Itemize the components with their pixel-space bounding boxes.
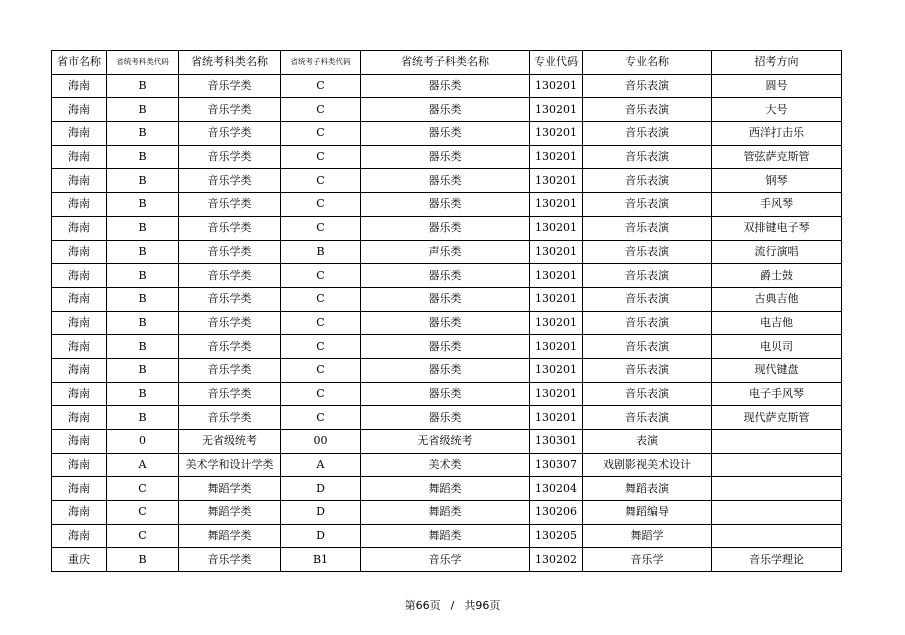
- cell-major-code: 130201: [530, 74, 583, 98]
- table-row: [52, 193, 842, 217]
- cell-subcategory-name: 无省级统考: [361, 430, 530, 454]
- cell-category-code: B: [107, 311, 179, 335]
- header-row: [52, 51, 842, 75]
- cell-major-code: 130201: [530, 98, 583, 122]
- cell-category-name: 音乐学类: [179, 311, 281, 335]
- table-row: [52, 264, 842, 288]
- cell-major-code: 130201: [530, 358, 583, 382]
- cell-subcategory-code: C: [281, 193, 361, 217]
- cell-major-code: 130201: [530, 240, 583, 264]
- cell-category-code: B: [107, 358, 179, 382]
- cell-category-code: B: [107, 287, 179, 311]
- cell-category-name: 音乐学类: [179, 240, 281, 264]
- header-subcategory-name: 省统考子科类名称: [361, 51, 530, 75]
- cell-subcategory-code: C: [281, 74, 361, 98]
- cell-province: 海南: [52, 122, 107, 146]
- cell-subcategory-name: 器乐类: [361, 311, 530, 335]
- cell-major-code: 130201: [530, 382, 583, 406]
- table-row: [52, 74, 842, 98]
- table-row: [52, 524, 842, 548]
- cell-major-code: 130201: [530, 145, 583, 169]
- cell-category-name: 美术学和设计学类: [179, 453, 281, 477]
- table-row: [52, 382, 842, 406]
- cell-province: 海南: [52, 382, 107, 406]
- cell-category-code: C: [107, 477, 179, 501]
- cell-major-code: 130201: [530, 122, 583, 146]
- cell-subcategory-name: 舞蹈类: [361, 477, 530, 501]
- cell-province: 海南: [52, 477, 107, 501]
- cell-category-code: B: [107, 74, 179, 98]
- cell-direction: 现代键盘: [712, 358, 842, 382]
- cell-major-name: 舞蹈表演: [583, 477, 712, 501]
- table-row: [52, 548, 842, 572]
- cell-direction: 西洋打击乐: [712, 122, 842, 146]
- cell-subcategory-code: C: [281, 382, 361, 406]
- cell-subcategory-name: 器乐类: [361, 98, 530, 122]
- cell-province: 海南: [52, 287, 107, 311]
- cell-province: 海南: [52, 264, 107, 288]
- cell-subcategory-code: C: [281, 287, 361, 311]
- cell-category-name: 音乐学类: [179, 122, 281, 146]
- header-direction: 招考方向: [712, 51, 842, 75]
- cell-subcategory-code: D: [281, 501, 361, 525]
- table-row: [52, 477, 842, 501]
- table-row: [52, 287, 842, 311]
- cell-category-name: 音乐学类: [179, 145, 281, 169]
- cell-province: 海南: [52, 74, 107, 98]
- cell-province: 海南: [52, 335, 107, 359]
- cell-subcategory-code: C: [281, 145, 361, 169]
- cell-category-code: B: [107, 98, 179, 122]
- cell-category-code: B: [107, 169, 179, 193]
- cell-direction: 流行演唱: [712, 240, 842, 264]
- cell-subcategory-code: D: [281, 524, 361, 548]
- table-row: [52, 122, 842, 146]
- cell-direction: 音乐学理论: [712, 548, 842, 572]
- cell-subcategory-code: A: [281, 453, 361, 477]
- cell-major-code: 130201: [530, 406, 583, 430]
- cell-category-name: 音乐学类: [179, 193, 281, 217]
- cell-province: 海南: [52, 169, 107, 193]
- table-row: [52, 430, 842, 454]
- cell-direction: 钢琴: [712, 169, 842, 193]
- cell-subcategory-name: 舞蹈类: [361, 501, 530, 525]
- cell-major-name: 音乐表演: [583, 74, 712, 98]
- table-row: [52, 311, 842, 335]
- cell-major-name: 音乐表演: [583, 264, 712, 288]
- cell-category-code: B: [107, 240, 179, 264]
- cell-category-code: B: [107, 406, 179, 430]
- cell-major-code: 130201: [530, 335, 583, 359]
- cell-province: 海南: [52, 216, 107, 240]
- cell-major-code: 130201: [530, 287, 583, 311]
- cell-direction: 手风琴: [712, 193, 842, 217]
- cell-category-code: B: [107, 335, 179, 359]
- cell-subcategory-code: 00: [281, 430, 361, 454]
- table-row: [52, 453, 842, 477]
- cell-direction: 电贝司: [712, 335, 842, 359]
- cell-subcategory-code: C: [281, 98, 361, 122]
- cell-province: 海南: [52, 98, 107, 122]
- cell-province: 海南: [52, 453, 107, 477]
- header-subcategory-code: 省统考子科类代码: [281, 51, 361, 75]
- cell-subcategory-code: C: [281, 358, 361, 382]
- header-major-code: 专业代码: [530, 51, 583, 75]
- cell-subcategory-name: 器乐类: [361, 358, 530, 382]
- cell-major-code: 130201: [530, 264, 583, 288]
- table-row: [52, 216, 842, 240]
- cell-province: 海南: [52, 358, 107, 382]
- cell-major-name: 音乐表演: [583, 169, 712, 193]
- cell-major-name: 音乐表演: [583, 358, 712, 382]
- cell-subcategory-code: B1: [281, 548, 361, 572]
- cell-subcategory-name: 器乐类: [361, 193, 530, 217]
- cell-major-code: 130202: [530, 548, 583, 572]
- table-row: [52, 240, 842, 264]
- cell-category-code: C: [107, 501, 179, 525]
- cell-direction: 管弦萨克斯管: [712, 145, 842, 169]
- cell-province: 海南: [52, 501, 107, 525]
- cell-province: 海南: [52, 311, 107, 335]
- cell-subcategory-code: C: [281, 169, 361, 193]
- cell-major-name: 音乐学: [583, 548, 712, 572]
- header-major-name: 专业名称: [583, 51, 712, 75]
- cell-major-name: 音乐表演: [583, 240, 712, 264]
- header-category-code: 省统考科类代码: [107, 51, 179, 75]
- cell-subcategory-name: 器乐类: [361, 216, 530, 240]
- cell-direction: 大号: [712, 98, 842, 122]
- cell-major-name: 舞蹈学: [583, 524, 712, 548]
- cell-major-code: 130201: [530, 193, 583, 217]
- cell-subcategory-code: D: [281, 477, 361, 501]
- cell-subcategory-code: C: [281, 406, 361, 430]
- cell-category-name: 音乐学类: [179, 287, 281, 311]
- cell-major-code: 130204: [530, 477, 583, 501]
- cell-subcategory-name: 声乐类: [361, 240, 530, 264]
- cell-direction: 爵士鼓: [712, 264, 842, 288]
- cell-province: 海南: [52, 145, 107, 169]
- cell-major-name: 音乐表演: [583, 98, 712, 122]
- cell-subcategory-name: 美术类: [361, 453, 530, 477]
- table-row: [52, 145, 842, 169]
- cell-category-name: 音乐学类: [179, 335, 281, 359]
- cell-direction: 现代萨克斯管: [712, 406, 842, 430]
- table-row: [52, 501, 842, 525]
- cell-subcategory-name: 器乐类: [361, 74, 530, 98]
- cell-subcategory-name: 器乐类: [361, 264, 530, 288]
- cell-province: 海南: [52, 524, 107, 548]
- cell-subcategory-code: C: [281, 264, 361, 288]
- cell-major-code: 130307: [530, 453, 583, 477]
- cell-major-name: 表演: [583, 430, 712, 454]
- table-row: [52, 358, 842, 382]
- cell-direction: 古典吉他: [712, 287, 842, 311]
- page-separator: /: [450, 599, 455, 612]
- cell-direction: [712, 477, 842, 501]
- cell-category-name: 音乐学类: [179, 382, 281, 406]
- cell-category-code: B: [107, 548, 179, 572]
- cell-subcategory-name: 器乐类: [361, 169, 530, 193]
- cell-province: 海南: [52, 406, 107, 430]
- cell-category-name: 舞蹈学类: [179, 501, 281, 525]
- cell-category-name: 音乐学类: [179, 358, 281, 382]
- cell-category-code: B: [107, 193, 179, 217]
- cell-category-code: B: [107, 122, 179, 146]
- cell-major-name: 音乐表演: [583, 287, 712, 311]
- cell-province: 海南: [52, 193, 107, 217]
- cell-direction: 圆号: [712, 74, 842, 98]
- cell-major-code: 130205: [530, 524, 583, 548]
- cell-category-code: C: [107, 524, 179, 548]
- cell-province: 海南: [52, 430, 107, 454]
- table-row: [52, 406, 842, 430]
- cell-subcategory-name: 器乐类: [361, 406, 530, 430]
- cell-major-code: 130206: [530, 501, 583, 525]
- cell-direction: 双排键电子琴: [712, 216, 842, 240]
- cell-major-code: 130201: [530, 311, 583, 335]
- cell-direction: [712, 524, 842, 548]
- cell-subcategory-code: B: [281, 240, 361, 264]
- cell-subcategory-code: C: [281, 122, 361, 146]
- cell-category-name: 音乐学类: [179, 98, 281, 122]
- header-province: 省市名称: [52, 51, 107, 75]
- page-total: 共96页: [464, 599, 501, 612]
- cell-direction: [712, 453, 842, 477]
- cell-category-code: A: [107, 453, 179, 477]
- cell-subcategory-name: 器乐类: [361, 287, 530, 311]
- table-row: [52, 335, 842, 359]
- cell-subcategory-code: C: [281, 216, 361, 240]
- cell-category-code: B: [107, 382, 179, 406]
- header-category-name: 省统考科类名称: [179, 51, 281, 75]
- cell-major-name: 音乐表演: [583, 335, 712, 359]
- cell-category-name: 舞蹈学类: [179, 524, 281, 548]
- cell-major-name: 音乐表演: [583, 311, 712, 335]
- cell-subcategory-name: 音乐学: [361, 548, 530, 572]
- cell-category-name: 音乐学类: [179, 74, 281, 98]
- table-row: [52, 169, 842, 193]
- cell-major-name: 戏剧影视美术设计: [583, 453, 712, 477]
- cell-subcategory-name: 舞蹈类: [361, 524, 530, 548]
- cell-subcategory-name: 器乐类: [361, 382, 530, 406]
- cell-category-code: B: [107, 264, 179, 288]
- cell-subcategory-code: C: [281, 311, 361, 335]
- cell-category-name: 音乐学类: [179, 406, 281, 430]
- page-footer: [0, 597, 905, 613]
- cell-major-name: 音乐表演: [583, 193, 712, 217]
- page-current: 第66页: [404, 599, 441, 612]
- cell-category-code: B: [107, 145, 179, 169]
- cell-category-name: 音乐学类: [179, 169, 281, 193]
- cell-major-code: 130201: [530, 169, 583, 193]
- cell-major-name: 音乐表演: [583, 216, 712, 240]
- cell-category-name: 无省级统考: [179, 430, 281, 454]
- cell-subcategory-name: 器乐类: [361, 145, 530, 169]
- cell-subcategory-name: 器乐类: [361, 335, 530, 359]
- cell-subcategory-name: 器乐类: [361, 122, 530, 146]
- cell-major-name: 舞蹈编导: [583, 501, 712, 525]
- cell-category-code: B: [107, 216, 179, 240]
- cell-province: 重庆: [52, 548, 107, 572]
- cell-category-name: 音乐学类: [179, 216, 281, 240]
- cell-province: 海南: [52, 240, 107, 264]
- cell-direction: [712, 501, 842, 525]
- cell-major-name: 音乐表演: [583, 145, 712, 169]
- cell-direction: 电子手风琴: [712, 382, 842, 406]
- cell-direction: 电吉他: [712, 311, 842, 335]
- cell-major-code: 130201: [530, 216, 583, 240]
- cell-major-name: 音乐表演: [583, 382, 712, 406]
- cell-subcategory-code: C: [281, 335, 361, 359]
- cell-category-name: 舞蹈学类: [179, 477, 281, 501]
- cell-direction: [712, 430, 842, 454]
- cell-major-name: 音乐表演: [583, 406, 712, 430]
- cell-major-code: 130301: [530, 430, 583, 454]
- admissions-table: [51, 50, 842, 572]
- table-row: [52, 98, 842, 122]
- cell-major-name: 音乐表演: [583, 122, 712, 146]
- cell-category-name: 音乐学类: [179, 548, 281, 572]
- cell-category-name: 音乐学类: [179, 264, 281, 288]
- cell-category-code: 0: [107, 430, 179, 454]
